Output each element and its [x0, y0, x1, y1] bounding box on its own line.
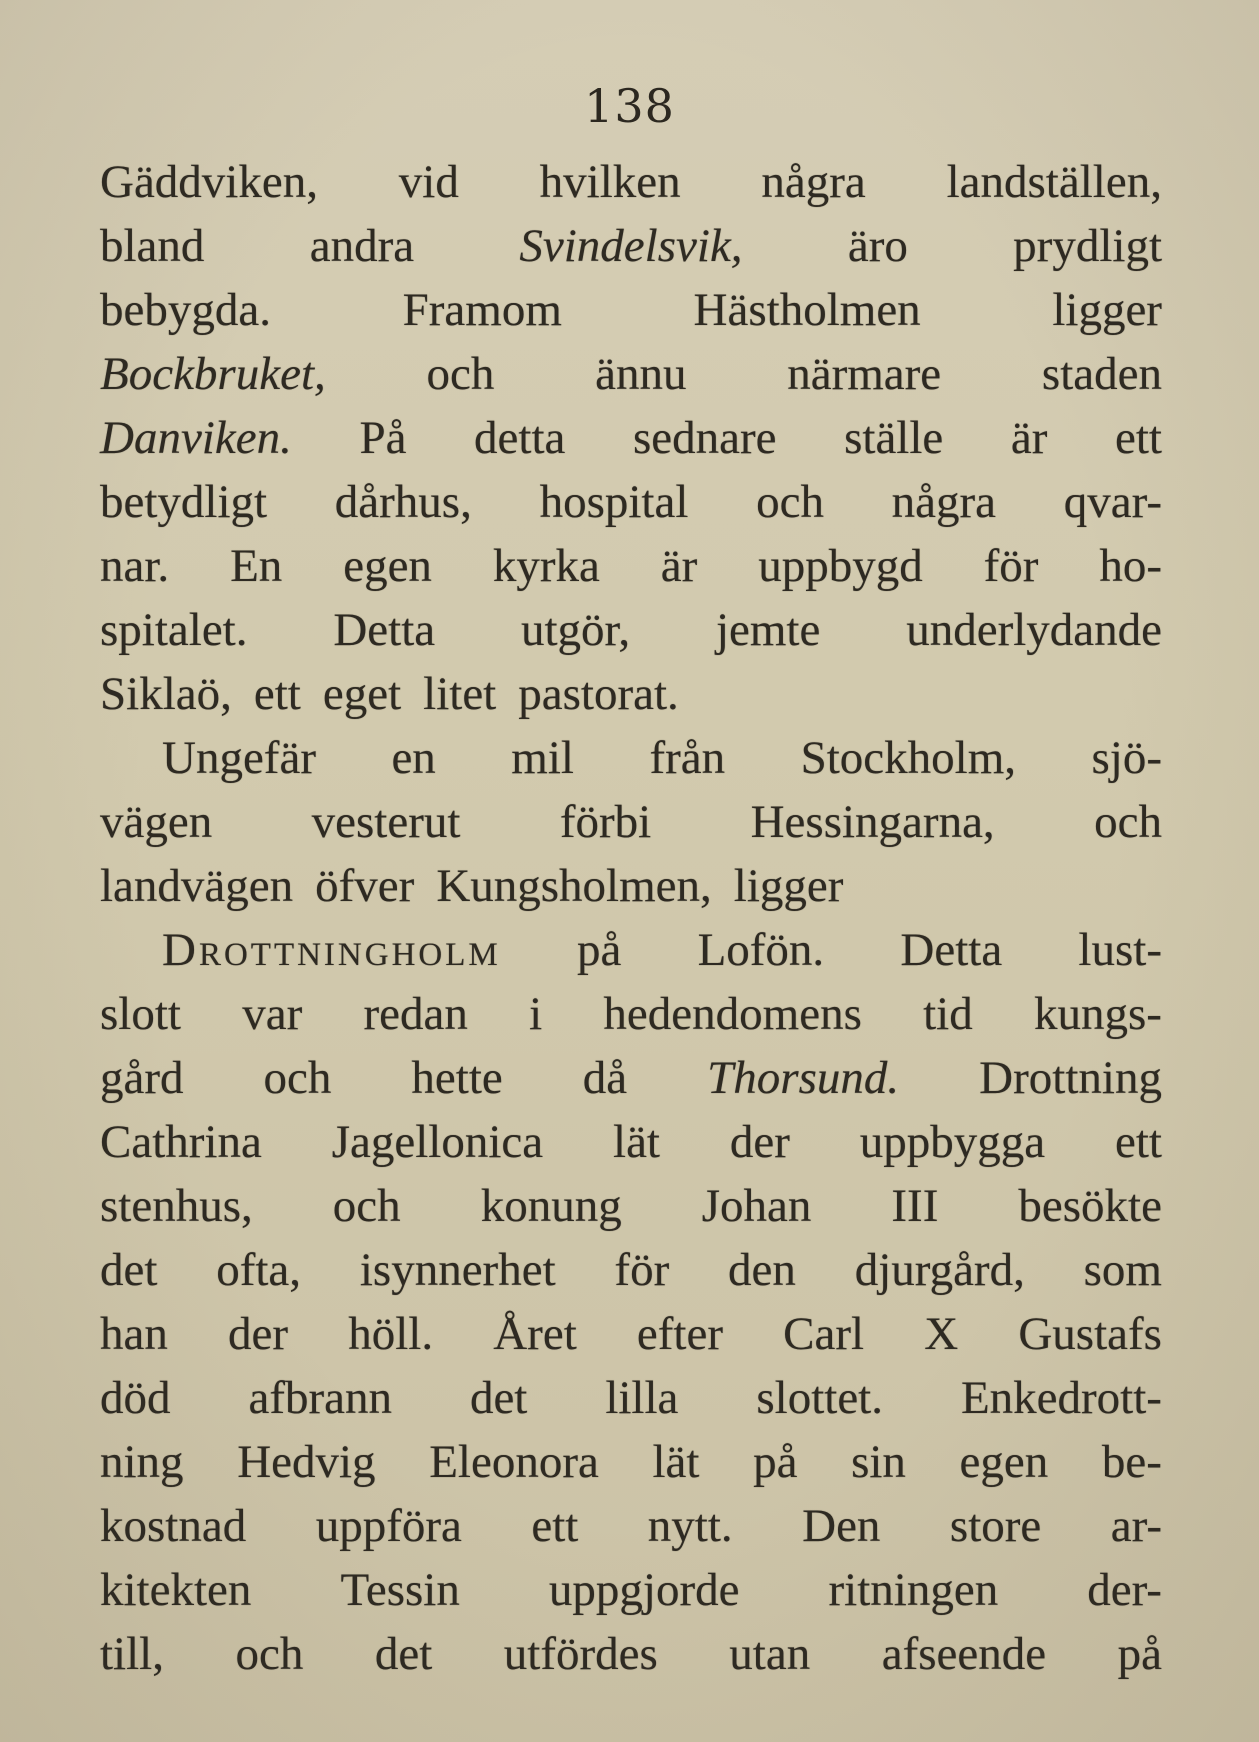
word: i [529, 988, 543, 1040]
word: det [469, 1372, 528, 1424]
word: nytt. [647, 1500, 733, 1552]
word: Carl [783, 1308, 865, 1360]
word: några [761, 156, 866, 208]
word: hedendomens [603, 988, 862, 1040]
word: är [1010, 412, 1048, 464]
word: underlydande [906, 604, 1162, 656]
text-line [100, 278, 1162, 342]
word: afbrann [248, 1372, 392, 1424]
word: nar. [100, 540, 170, 592]
word: der- [1087, 1564, 1162, 1616]
word: Jagellonica [331, 1116, 544, 1168]
word: för [983, 540, 1039, 592]
word: Bockbruket, [100, 348, 326, 400]
word: Danviken. [100, 412, 292, 464]
word: lät [652, 1436, 700, 1488]
word: afseende [881, 1628, 1047, 1680]
word: och [1094, 796, 1162, 848]
word: Thorsund. [707, 1052, 900, 1104]
word: Siklaö, [100, 668, 232, 720]
word: lät [613, 1116, 660, 1168]
word: Svindelsvik, [519, 220, 743, 272]
word: Gäddviken, [100, 156, 318, 208]
word: Detta [333, 604, 436, 656]
word: öfver [315, 860, 415, 912]
word: hvilken [539, 156, 681, 208]
word: några [891, 476, 997, 528]
word: för [614, 1244, 670, 1296]
word: då [582, 1052, 628, 1104]
word: efter [636, 1308, 723, 1360]
word: och [426, 348, 495, 400]
word: redan [363, 988, 468, 1040]
word: det [100, 1244, 158, 1296]
word: ett [1114, 412, 1162, 464]
word: var [242, 988, 303, 1040]
text-line [100, 982, 1162, 1046]
word: besökte [1018, 1180, 1162, 1232]
word: ett [1115, 1116, 1162, 1168]
word: uppbygd [758, 540, 923, 592]
word: detta [474, 412, 566, 464]
word: Hästholmen [693, 284, 921, 336]
text-line [100, 1430, 1162, 1494]
word: sjö- [1091, 732, 1162, 784]
word: pastorat. [518, 668, 679, 720]
word: spitalet. [100, 604, 248, 656]
word: egen [959, 1436, 1049, 1488]
word: kostnad [100, 1500, 247, 1552]
word: ning [100, 1436, 184, 1488]
word: Framom [402, 284, 562, 336]
word: och [756, 476, 824, 528]
word: på [1117, 1628, 1162, 1680]
word: Hessingarna, [750, 796, 995, 848]
word: kungs- [1033, 988, 1162, 1040]
word: kyrka [492, 540, 600, 592]
text-line [100, 150, 1162, 214]
text-line [100, 470, 1162, 534]
word: qvar- [1063, 476, 1162, 528]
word: konung [480, 1180, 622, 1232]
word: som [1083, 1244, 1162, 1296]
text-line [100, 214, 1162, 278]
word: ritningen [828, 1564, 999, 1616]
word: landställen, [946, 156, 1162, 208]
word: bebygda. [100, 284, 271, 336]
word: hospital [539, 476, 689, 528]
word: betydligt [100, 476, 268, 528]
word: Kungsholmen, [436, 860, 712, 912]
word: prydligt [1013, 220, 1162, 272]
word: En [230, 540, 283, 592]
word: landvägen [100, 860, 294, 912]
word: han [100, 1308, 168, 1360]
word: och [332, 1180, 401, 1232]
word: en [391, 732, 436, 784]
word: III [891, 1180, 939, 1232]
word: uppgjorde [548, 1564, 740, 1616]
word: Året [493, 1308, 577, 1360]
text-line [100, 790, 1162, 854]
text-line [100, 342, 1162, 406]
word: från [649, 732, 726, 784]
word: ställe [844, 412, 944, 464]
text-line [100, 406, 1162, 470]
word: uppföra [315, 1500, 462, 1552]
word: Ungefär [162, 732, 316, 784]
word: lust- [1078, 924, 1162, 976]
word: äro [847, 220, 908, 272]
text-line [100, 1558, 1162, 1622]
text-line [100, 1622, 1162, 1686]
word: jemte [715, 604, 821, 656]
word: på [576, 924, 622, 976]
word: ligger [733, 860, 844, 912]
text-line [100, 1046, 1162, 1110]
word: förbi [559, 796, 652, 848]
word: bland [100, 220, 205, 272]
word: lilla [605, 1372, 679, 1424]
word: Enkedrott- [960, 1372, 1162, 1424]
word: ett [253, 668, 301, 720]
word: mil [511, 732, 574, 784]
word: och [235, 1628, 304, 1680]
word: ligger [1052, 284, 1162, 336]
word: tid [923, 988, 973, 1040]
word: vid [398, 156, 459, 208]
text-line [100, 854, 1162, 918]
word: På [359, 412, 407, 464]
word: sednare [632, 412, 777, 464]
word: Cathrina [100, 1116, 262, 1168]
word: Stockholm, [800, 732, 1017, 784]
text-line [100, 1110, 1162, 1174]
word: Den [802, 1500, 881, 1552]
word: det [374, 1628, 433, 1680]
word: eget [322, 668, 402, 720]
word: slott [100, 988, 181, 1040]
word: död [100, 1372, 171, 1424]
word: och [263, 1052, 332, 1104]
word: Eleonora [429, 1436, 599, 1488]
word: isynnerhet [359, 1244, 556, 1296]
word: uppbygga [859, 1116, 1046, 1168]
word: Hedvig [237, 1436, 376, 1488]
word: utgör, [521, 604, 631, 656]
word: dårhus, [334, 476, 472, 528]
word: X [924, 1308, 959, 1360]
word: ar- [1110, 1500, 1162, 1552]
word: utfördes [503, 1628, 658, 1680]
text-line [100, 726, 1162, 790]
word: ännu [595, 348, 687, 400]
text-line [100, 1302, 1162, 1366]
word: andra [309, 220, 415, 272]
text-line [100, 1238, 1162, 1302]
text-line [100, 918, 1162, 982]
text-line [100, 1366, 1162, 1430]
word: Gustafs [1018, 1308, 1162, 1360]
body-text [100, 150, 1162, 1686]
word: gård [100, 1052, 184, 1104]
word: utan [729, 1628, 811, 1680]
word: ett [531, 1500, 579, 1552]
word: höll. [348, 1308, 434, 1360]
word: staden [1041, 348, 1162, 400]
word: stenhus, [100, 1180, 253, 1232]
word: Tessin [340, 1564, 460, 1616]
text-line [100, 1174, 1162, 1238]
word: på [753, 1436, 798, 1488]
word: vesterut [311, 796, 461, 848]
word: be- [1101, 1436, 1162, 1488]
page-number: 138 [584, 79, 675, 133]
word: der [228, 1308, 289, 1360]
text-line [100, 534, 1162, 598]
word: till, [100, 1628, 164, 1680]
text-line [100, 1494, 1162, 1558]
text-line [100, 598, 1162, 662]
text-line [100, 662, 1162, 726]
word: vägen [100, 796, 213, 848]
word: Drottning [979, 1052, 1162, 1104]
word: store [949, 1500, 1042, 1552]
word: Lofön. [697, 924, 825, 976]
word: ho- [1099, 540, 1162, 592]
word: är [660, 540, 698, 592]
word: djurgård, [854, 1244, 1025, 1296]
word: Detta [900, 924, 1003, 976]
word: Johan [701, 1180, 812, 1232]
word: slottet. [756, 1372, 883, 1424]
word: der [729, 1116, 790, 1168]
word: den [728, 1244, 796, 1296]
word: närmare [787, 348, 942, 400]
word: sin [851, 1436, 906, 1488]
word: ofta, [216, 1244, 302, 1296]
word: hette [411, 1052, 503, 1104]
word: kitekten [100, 1564, 252, 1616]
word: litet [423, 668, 497, 720]
word: egen [343, 540, 432, 592]
word: Drottningholm [162, 924, 501, 976]
